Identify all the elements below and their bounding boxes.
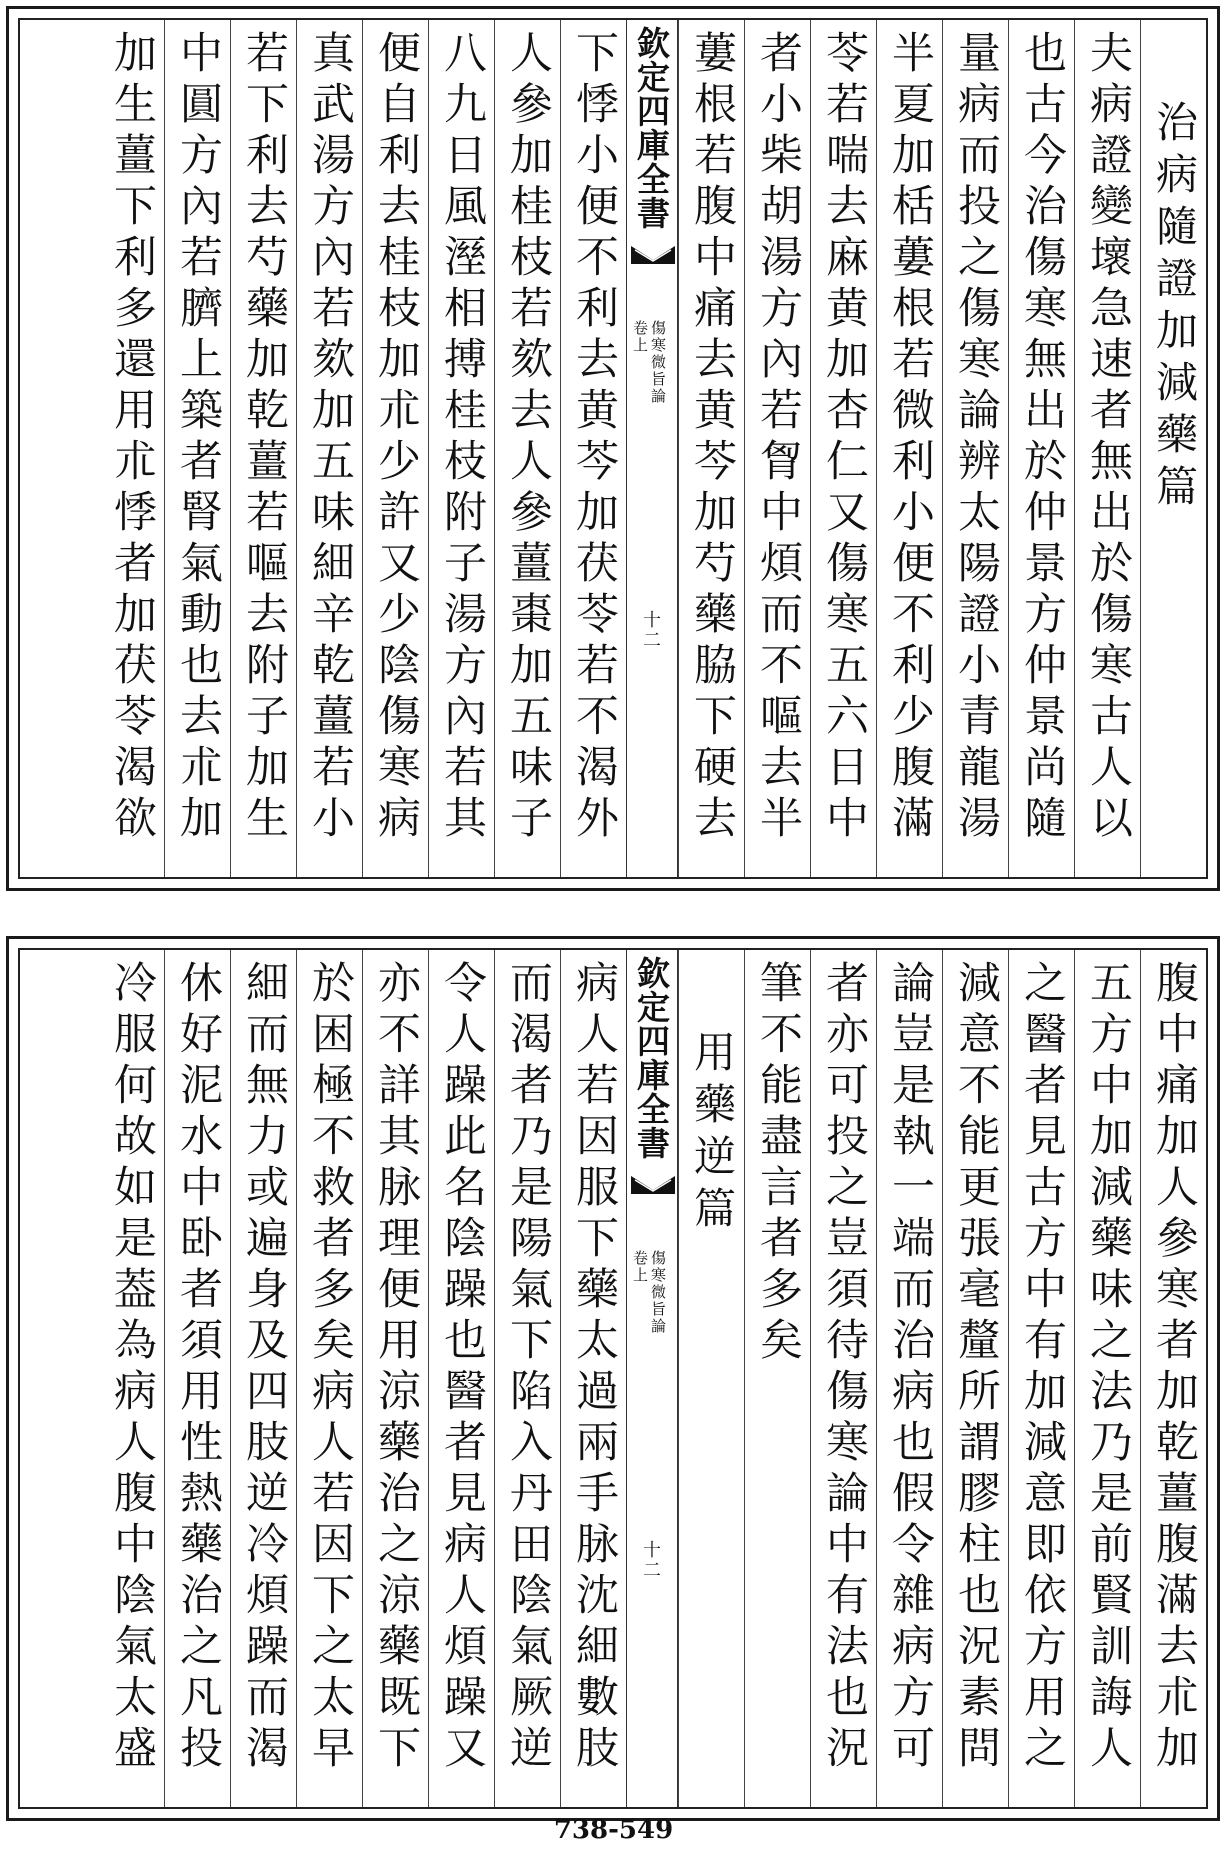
text-column: 八九日風溼相搏桂枝附子湯方內若其 [428, 20, 494, 877]
text-column: 便自利去桂枝加朮少許又少陰傷寒病 [362, 20, 428, 877]
text-column: 夫病證變壞急速者無出於傷寒古人以 [1074, 20, 1140, 877]
text-column: 於困極不救者多矣病人若因下之太早 [296, 950, 362, 1807]
text-column: 論豈是執一端而治病也假令雜病方可 [876, 950, 942, 1807]
text-column: 休好泥水中卧者須用性熱藥治之凡投 [164, 950, 230, 1807]
bottom-page-columns [20, 950, 1206, 1807]
text-column: 令人躁此名陰躁也醫者見病人煩躁又 [428, 950, 494, 1807]
volume-label: 卷上 [631, 320, 649, 354]
text-column: 加生薑下利多還用朮悸者加茯苓渴欲 [107, 30, 157, 846]
text-column: 量病而投之傷寒論辨太陽證小青龍湯 [942, 20, 1008, 877]
book-title: 傷寒微旨論 [649, 1250, 667, 1335]
text-column: 病人若因服下藥太過兩手脉沈細數肢 [560, 950, 626, 1807]
text-column: 人參加桂枝若欬去人參薑棗加五味子 [494, 20, 560, 877]
chapter-title: 治病隨證加減藥篇 [1140, 20, 1206, 877]
text-column: 半夏加栝蔞根若微利小便不利少腹滿 [876, 20, 942, 877]
book-title: 傷寒微旨論 [649, 320, 667, 405]
top-page-columns [20, 20, 1206, 877]
bottom-page-frame [18, 948, 1208, 1809]
text-column: 蔞根若腹中痛去黄芩加芍藥脇下硬去 [678, 20, 744, 877]
top-page-frame [18, 18, 1208, 879]
text-column: 腹中痛加人參寒者加乾薑腹滿去朮加 [1140, 950, 1206, 1807]
folio-number: 十二 [640, 610, 661, 650]
text-column: 者亦可投之豈須待傷寒論中有法也況 [810, 950, 876, 1807]
text-column: 筆不能盡言者多矣 [744, 950, 810, 1807]
fishtail-mark-icon [631, 246, 675, 264]
top-page [6, 6, 1220, 891]
text-column: 者小柴胡湯方內若胷中煩而不嘔去半 [744, 20, 810, 877]
text-column: 五方中加減藥味之法乃是前賢訓誨人 [1074, 950, 1140, 1807]
fishtail-mark-icon [631, 1176, 675, 1194]
text-column: 減意不能更張毫釐所謂膠柱也況素問 [942, 950, 1008, 1807]
text-column: 也古今治傷寒無出於仲景方仲景尚隨 [1008, 20, 1074, 877]
text-column: 細而無力或遍身及四肢逆冷煩躁而渴 [230, 950, 296, 1807]
center-margin [626, 950, 678, 1807]
text-column: 苓若喘去麻黄加杏仁又傷寒五六日中 [810, 20, 876, 877]
text-column: 而渴者乃是陽氣下陷入丹田陰氣厥逆 [494, 950, 560, 1807]
text-column: 之醫者見古方中有加減意即依方用之 [1008, 950, 1074, 1807]
folio-number: 十二 [640, 1540, 661, 1580]
page-number: 738-549 [553, 1815, 674, 1845]
text-column: 冷服何故如是葢為病人腹中陰氣太盛 [107, 960, 157, 1776]
series-title: 欽定四庫全書 [632, 956, 671, 1160]
series-title: 欽定四庫全書 [632, 26, 671, 230]
text-column: 下悸小便不利去黄芩加茯苓若不渴外 [560, 20, 626, 877]
center-margin [626, 20, 678, 877]
text-column: 亦不詳其脉理便用涼藥治之涼藥既下 [362, 950, 428, 1807]
volume-label: 卷上 [631, 1250, 649, 1284]
text-column: 真武湯方內若欬加五味細辛乾薑若小 [296, 20, 362, 877]
text-column: 中圓方內若臍上築者腎氣動也去朮加 [164, 20, 230, 877]
text-column: 若下利去芍藥加乾薑若嘔去附子加生 [230, 20, 296, 877]
chapter-title: 用藥逆篇 [678, 950, 744, 1807]
bottom-page [6, 936, 1220, 1821]
